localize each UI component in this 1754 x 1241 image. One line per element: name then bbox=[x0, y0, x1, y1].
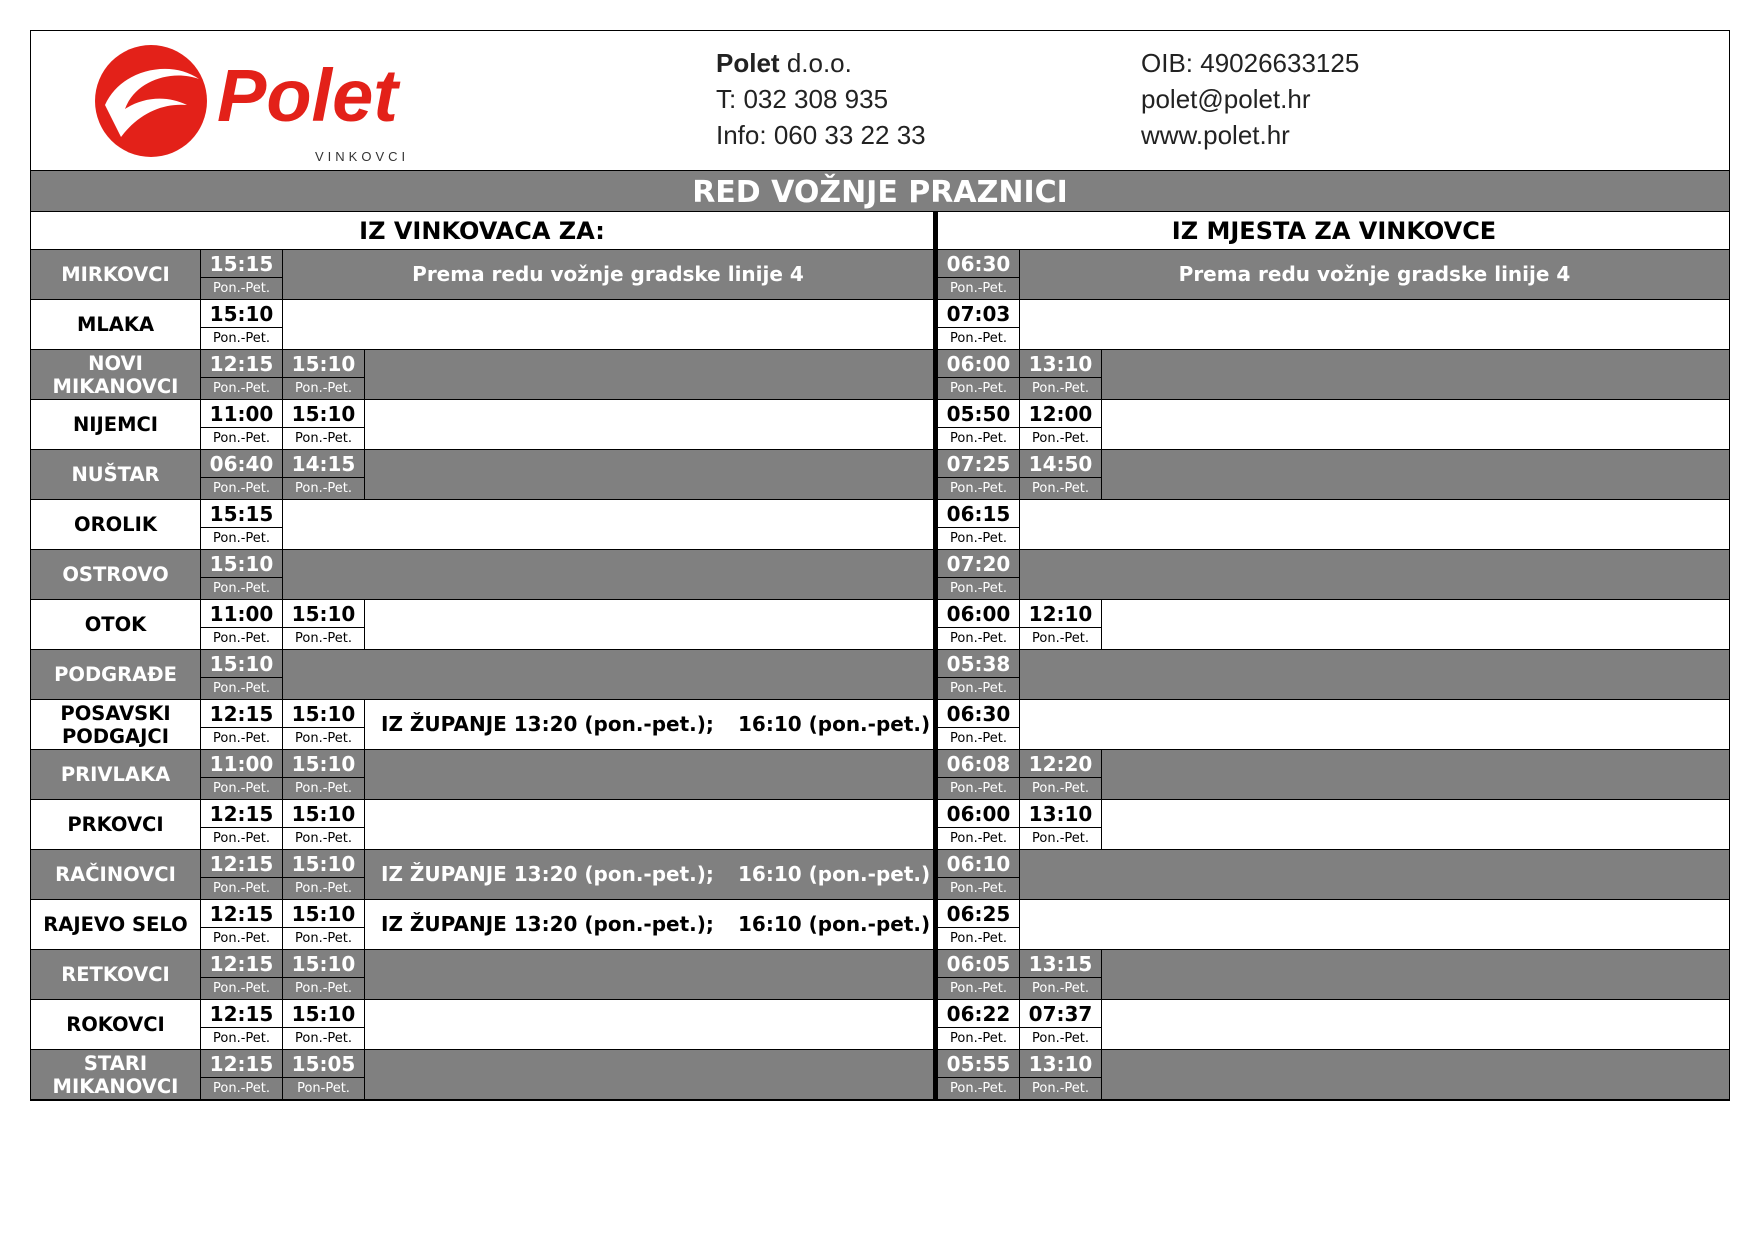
departure-time: 13:15 bbox=[1020, 950, 1101, 978]
departure-time: 15:10 bbox=[283, 1000, 364, 1028]
service-days: Pon.-Pet. bbox=[938, 628, 1019, 649]
departure-cell bbox=[283, 600, 365, 649]
departure-cell bbox=[201, 550, 283, 599]
service-days: Pon.-Pet. bbox=[1020, 1078, 1101, 1099]
destination-name: POSAVSKI PODGAJCI bbox=[31, 700, 201, 749]
service-days: Pon.-Pet. bbox=[283, 928, 364, 949]
departure-cell bbox=[938, 1000, 1020, 1049]
table-row bbox=[31, 250, 1729, 300]
departure-cell bbox=[283, 400, 365, 449]
service-days: Pon.-Pet. bbox=[201, 578, 282, 599]
departure-time: 12:15 bbox=[201, 850, 282, 878]
table-row bbox=[31, 850, 1729, 900]
service-days: Pon.-Pet. bbox=[201, 928, 282, 949]
departure-time: 15:10 bbox=[283, 850, 364, 878]
service-days: Pon.-Pet. bbox=[1020, 978, 1101, 999]
service-days: Pon.-Pet. bbox=[938, 428, 1019, 449]
zupanja-note-time: 16:10 (pon.-pet.) bbox=[738, 862, 931, 886]
departure-cell bbox=[938, 250, 1020, 299]
departure-cell bbox=[938, 700, 1020, 749]
service-days: Pon.-Pet. bbox=[201, 378, 282, 399]
departure-time: 15:10 bbox=[283, 800, 364, 828]
route-note: Prema redu vožnje gradske linije 4 bbox=[1178, 262, 1571, 286]
service-days: Pon.-Pet. bbox=[201, 278, 282, 299]
destination-name: PRIVLAKA bbox=[31, 750, 201, 799]
departure-cell bbox=[1020, 1000, 1102, 1049]
destination-name: STARI MIKANOVCI bbox=[31, 1050, 201, 1099]
departure-cell bbox=[938, 450, 1020, 499]
departure-time: 07:20 bbox=[938, 550, 1019, 578]
departure-cell bbox=[938, 750, 1020, 799]
company-name: Polet d.o.o. bbox=[716, 48, 852, 78]
zupanja-note-time: 16:10 (pon.-pet.) bbox=[738, 912, 931, 936]
service-days: Pon.-Pet. bbox=[201, 1028, 282, 1049]
departure-time: 13:10 bbox=[1020, 1050, 1101, 1078]
departure-cell bbox=[201, 700, 283, 749]
departure-cell bbox=[283, 1000, 365, 1049]
departure-time: 06:10 bbox=[938, 850, 1019, 878]
departure-cell bbox=[938, 600, 1020, 649]
service-days: Pon.-Pet. bbox=[938, 728, 1019, 749]
departure-time: 05:50 bbox=[938, 400, 1019, 428]
destination-name: OTOK bbox=[31, 600, 201, 649]
departure-time: 11:00 bbox=[201, 750, 282, 778]
service-days: Pon.-Pet. bbox=[201, 828, 282, 849]
service-days: Pon.-Pet. bbox=[1020, 828, 1101, 849]
departure-cell bbox=[201, 600, 283, 649]
departure-time: 13:10 bbox=[1020, 800, 1101, 828]
departure-cell bbox=[938, 500, 1020, 549]
destination-name: ROKOVCI bbox=[31, 1000, 201, 1049]
service-days: Pon.-Pet. bbox=[938, 878, 1019, 899]
departure-time: 06:00 bbox=[938, 600, 1019, 628]
destination-name: RAJEVO SELO bbox=[31, 900, 201, 949]
table-row bbox=[31, 700, 1729, 750]
departure-time: 12:15 bbox=[201, 350, 282, 378]
departure-cell bbox=[1020, 400, 1102, 449]
departure-cell bbox=[1020, 1050, 1102, 1099]
departure-cell bbox=[283, 850, 365, 899]
heading-from-vinkovci: IZ VINKOVACA ZA: bbox=[31, 212, 933, 250]
phone-line: T: 032 308 935 bbox=[716, 84, 889, 114]
departure-time: 12:20 bbox=[1020, 750, 1101, 778]
departure-time: 15:10 bbox=[201, 300, 282, 328]
service-days: Pon.-Pet. bbox=[938, 1028, 1019, 1049]
service-days: Pon.-Pet. bbox=[1020, 778, 1101, 799]
departure-time: 06:00 bbox=[938, 800, 1019, 828]
departure-cell bbox=[201, 250, 283, 299]
info-line: Info: 060 33 22 33 bbox=[716, 120, 926, 150]
service-days: Pon.-Pet. bbox=[1020, 378, 1101, 399]
route-note: Prema redu vožnje gradske linije 4 bbox=[412, 262, 804, 286]
service-days: Pon.-Pet. bbox=[938, 278, 1019, 299]
departure-cell bbox=[1020, 750, 1102, 799]
departure-time: 06:15 bbox=[938, 500, 1019, 528]
departure-time: 06:00 bbox=[938, 350, 1019, 378]
departure-time: 15:10 bbox=[283, 400, 364, 428]
departure-time: 13:10 bbox=[1020, 350, 1101, 378]
table-row bbox=[31, 1050, 1729, 1100]
departure-time: 12:15 bbox=[201, 950, 282, 978]
departure-cell bbox=[938, 800, 1020, 849]
departure-cell bbox=[1020, 350, 1102, 399]
destination-name: PRKOVCI bbox=[31, 800, 201, 849]
departure-cell bbox=[201, 400, 283, 449]
departure-cell bbox=[938, 300, 1020, 349]
departure-time: 12:15 bbox=[201, 700, 282, 728]
destination-name: RETKOVCI bbox=[31, 950, 201, 999]
service-days: Pon.-Pet. bbox=[283, 1028, 364, 1049]
departure-time: 12:15 bbox=[201, 1050, 282, 1078]
departure-cell bbox=[201, 850, 283, 899]
service-days: Pon.-Pet. bbox=[1020, 428, 1101, 449]
service-days: Pon.-Pet. bbox=[283, 478, 364, 499]
departure-cell bbox=[201, 450, 283, 499]
page-header bbox=[30, 30, 1730, 171]
service-days: Pon.-Pet. bbox=[201, 778, 282, 799]
departure-time: 12:15 bbox=[201, 1000, 282, 1028]
table-row bbox=[31, 800, 1729, 850]
table-row bbox=[31, 550, 1729, 600]
service-days: Pon.-Pet. bbox=[201, 328, 282, 349]
departure-time: 12:15 bbox=[201, 800, 282, 828]
service-days: Pon.-Pet. bbox=[938, 778, 1019, 799]
table-row bbox=[31, 350, 1729, 400]
departure-cell bbox=[201, 750, 283, 799]
service-days: Pon.-Pet. bbox=[938, 528, 1019, 549]
logo-subtext: VINKOVCI bbox=[315, 149, 410, 164]
departure-time: 06:40 bbox=[201, 450, 282, 478]
service-days: Pon.-Pet. bbox=[938, 1078, 1019, 1099]
departure-cell bbox=[283, 750, 365, 799]
service-days: Pon.-Pet. bbox=[201, 678, 282, 699]
departure-cell bbox=[938, 950, 1020, 999]
departure-time: 12:00 bbox=[1020, 400, 1101, 428]
destination-name: NOVI MIKANOVCI bbox=[31, 350, 201, 399]
departure-cell bbox=[283, 1050, 365, 1099]
destination-name: MLAKA bbox=[31, 300, 201, 349]
departure-cell bbox=[938, 650, 1020, 699]
service-days: Pon.-Pet. bbox=[201, 978, 282, 999]
departure-time: 06:08 bbox=[938, 750, 1019, 778]
departure-time: 15:10 bbox=[201, 650, 282, 678]
service-days: Pon.-Pet. bbox=[201, 428, 282, 449]
destination-name: OSTROVO bbox=[31, 550, 201, 599]
service-days: Pon.-Pet. bbox=[938, 678, 1019, 699]
table-row bbox=[31, 900, 1729, 950]
departure-time: 15:15 bbox=[201, 250, 282, 278]
polet-logo bbox=[91, 39, 491, 167]
destination-name: RAČINOVCI bbox=[31, 850, 201, 899]
table-row bbox=[31, 1000, 1729, 1050]
departure-cell bbox=[938, 400, 1020, 449]
service-days: Pon.-Pet. bbox=[201, 528, 282, 549]
departure-cell bbox=[938, 550, 1020, 599]
service-days: Pon.-Pet. bbox=[201, 1078, 282, 1099]
service-days: Pon.-Pet. bbox=[938, 828, 1019, 849]
timetable-rows bbox=[31, 250, 1729, 1100]
service-days: Pon.-Pet. bbox=[1020, 628, 1101, 649]
departure-time: 15:10 bbox=[283, 350, 364, 378]
departure-cell bbox=[283, 900, 365, 949]
destination-name: MIRKOVCI bbox=[31, 250, 201, 299]
service-days: Pon.-Pet. bbox=[201, 628, 282, 649]
departure-cell bbox=[938, 850, 1020, 899]
service-days: Pon.-Pet. bbox=[201, 878, 282, 899]
table-row bbox=[31, 300, 1729, 350]
timetable bbox=[30, 211, 1730, 1101]
departure-cell bbox=[201, 900, 283, 949]
zupanja-note: IZ ŽUPANJE 13:20 (pon.-pet.); bbox=[381, 712, 714, 736]
departure-time: 06:30 bbox=[938, 250, 1019, 278]
departure-time: 07:25 bbox=[938, 450, 1019, 478]
departure-time: 14:15 bbox=[283, 450, 364, 478]
contact-block-left bbox=[716, 45, 926, 153]
service-days: Pon.-Pet. bbox=[1020, 478, 1101, 499]
service-days: Pon.-Pet. bbox=[1020, 1028, 1101, 1049]
departure-cell bbox=[201, 500, 283, 549]
logo-wordmark: Polet bbox=[217, 54, 398, 137]
contact-block-right bbox=[1141, 45, 1359, 153]
departure-time: 06:25 bbox=[938, 900, 1019, 928]
departure-time: 12:15 bbox=[201, 900, 282, 928]
departure-time: 06:30 bbox=[938, 700, 1019, 728]
departure-time: 14:50 bbox=[1020, 450, 1101, 478]
departure-cell bbox=[201, 300, 283, 349]
service-days: Pon.-Pet. bbox=[283, 728, 364, 749]
service-days: Pon.-Pet. bbox=[283, 978, 364, 999]
departure-time: 11:00 bbox=[201, 600, 282, 628]
service-days: Pon.-Pet. bbox=[938, 378, 1019, 399]
email-link[interactable]: polet@polet.hr bbox=[1141, 84, 1311, 114]
departure-time: 07:03 bbox=[938, 300, 1019, 328]
service-days: Pon.-Pet. bbox=[938, 978, 1019, 999]
departure-time: 15:10 bbox=[283, 900, 364, 928]
departure-time: 15:10 bbox=[283, 950, 364, 978]
departure-cell bbox=[283, 950, 365, 999]
service-days: Pon-Pet. bbox=[283, 1078, 364, 1099]
departure-time: 05:55 bbox=[938, 1050, 1019, 1078]
departure-cell bbox=[283, 350, 365, 399]
destination-name: NUŠTAR bbox=[31, 450, 201, 499]
service-days: Pon.-Pet. bbox=[283, 628, 364, 649]
service-days: Pon.-Pet. bbox=[283, 428, 364, 449]
departure-cell bbox=[283, 800, 365, 849]
heading-to-vinkovci: IZ MJESTA ZA VINKOVCE bbox=[938, 212, 1730, 250]
departure-time: 15:10 bbox=[201, 550, 282, 578]
table-row bbox=[31, 650, 1729, 700]
service-days: Pon.-Pet. bbox=[283, 878, 364, 899]
departure-cell bbox=[201, 950, 283, 999]
departure-time: 15:10 bbox=[283, 700, 364, 728]
service-days: Pon.-Pet. bbox=[938, 928, 1019, 949]
departure-cell bbox=[283, 700, 365, 749]
departure-cell bbox=[201, 1000, 283, 1049]
departure-cell bbox=[201, 1050, 283, 1099]
website-link[interactable]: www.polet.hr bbox=[1141, 120, 1290, 150]
service-days: Pon.-Pet. bbox=[938, 328, 1019, 349]
destination-name: OROLIK bbox=[31, 500, 201, 549]
departure-cell bbox=[201, 800, 283, 849]
departure-time: 05:38 bbox=[938, 650, 1019, 678]
table-row bbox=[31, 500, 1729, 550]
departure-time: 15:10 bbox=[283, 750, 364, 778]
service-days: Pon.-Pet. bbox=[201, 728, 282, 749]
service-days: Pon.-Pet. bbox=[283, 778, 364, 799]
departure-cell bbox=[283, 450, 365, 499]
service-days: Pon.-Pet. bbox=[938, 478, 1019, 499]
departure-cell bbox=[938, 1050, 1020, 1099]
zupanja-note: IZ ŽUPANJE 13:20 (pon.-pet.); bbox=[381, 912, 714, 936]
service-days: Pon.-Pet. bbox=[201, 478, 282, 499]
zupanja-note-time: 16:10 (pon.-pet.) bbox=[738, 712, 931, 736]
departure-cell bbox=[201, 650, 283, 699]
departure-time: 15:15 bbox=[201, 500, 282, 528]
service-days: Pon.-Pet. bbox=[283, 828, 364, 849]
table-row bbox=[31, 750, 1729, 800]
table-row bbox=[31, 950, 1729, 1000]
departure-cell bbox=[201, 350, 283, 399]
departure-cell bbox=[1020, 800, 1102, 849]
departure-time: 07:37 bbox=[1020, 1000, 1101, 1028]
departure-time: 15:05 bbox=[283, 1050, 364, 1078]
departure-cell bbox=[1020, 950, 1102, 999]
departure-cell bbox=[1020, 600, 1102, 649]
page-title: RED VOŽNJE PRAZNICI bbox=[30, 171, 1730, 211]
departure-time: 06:05 bbox=[938, 950, 1019, 978]
table-row bbox=[31, 400, 1729, 450]
departure-time: 15:10 bbox=[283, 600, 364, 628]
destination-name: PODGRAĐE bbox=[31, 650, 201, 699]
departure-time: 12:10 bbox=[1020, 600, 1101, 628]
service-days: Pon.-Pet. bbox=[283, 378, 364, 399]
service-days: Pon.-Pet. bbox=[938, 578, 1019, 599]
departure-time: 06:22 bbox=[938, 1000, 1019, 1028]
departure-time: 11:00 bbox=[201, 400, 282, 428]
departure-cell bbox=[938, 350, 1020, 399]
table-row bbox=[31, 600, 1729, 650]
table-row bbox=[31, 450, 1729, 500]
departure-cell bbox=[1020, 450, 1102, 499]
oib-line: OIB: 49026633125 bbox=[1141, 48, 1360, 78]
direction-divider bbox=[933, 212, 938, 1100]
zupanja-note: IZ ŽUPANJE 13:20 (pon.-pet.); bbox=[381, 862, 714, 886]
departure-cell bbox=[938, 900, 1020, 949]
destination-name: NIJEMCI bbox=[31, 400, 201, 449]
